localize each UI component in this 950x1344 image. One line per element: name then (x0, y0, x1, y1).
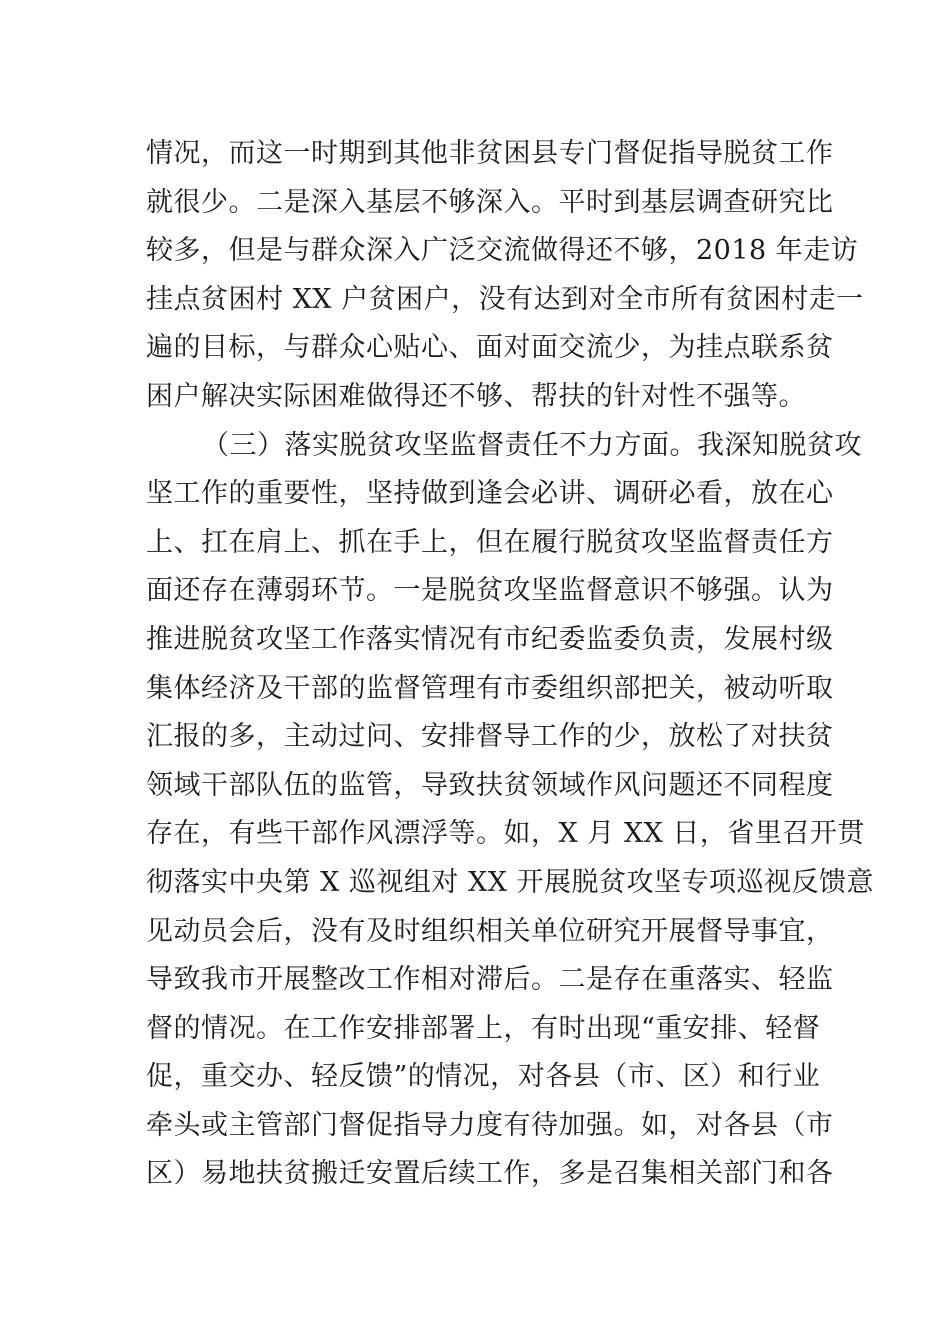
text-line: 见动员会后，没有及时组织相关单位研究开展督导事宜， (146, 915, 834, 947)
text-line: 上、扛在肩上、抓在手上，但在履行脱贫攻坚监督责任方 (146, 526, 834, 558)
text-line: 困户解决实际困难做得还不够、帮扶的针对性不强等。 (146, 380, 806, 412)
text-line: 存在，有些干部作风漂浮等。如，X 月 XX 日，省里召开贯 (146, 818, 865, 850)
text-line: 督的情况。在工作安排部署上，有时出现“重安排、轻督 (146, 1012, 821, 1044)
text-line: 情况，而这一时期到其他非贫困县专门督促指导脱贫工作 (146, 138, 834, 169)
text-line: 集体经济及干部的监督管理有市委组织部把关，被动听取 (146, 672, 834, 704)
text-line: 遍的目标，与群众心贴心、面对面交流少，为挂点联系贫 (146, 332, 834, 364)
text-line: 较多，但是与群众深入广泛交流做得还不够，2018 年走访 (146, 235, 859, 267)
text-line: 牵头或主管部门督促指导力度有待加强。如，对各县（市 (146, 1109, 834, 1141)
section-heading-line: （三）落实脱贫攻坚监督责任不力方面。我深知脱贫攻 (202, 429, 862, 461)
text-line: 汇报的多，主动过问、安排督导工作的少，放松了对扶贫 (146, 721, 834, 753)
text-line: 坚工作的重要性，坚持做到逢会必讲、调研必看，放在心 (146, 478, 834, 510)
text-line: 导致我市开展整改工作相对滞后。二是存在重落实、轻监 (146, 964, 834, 996)
body-text (146, 130, 874, 1199)
text-line: 彻落实中央第 X 巡视组对 XX 开展脱贫攻坚专项巡视反馈意 (146, 866, 874, 898)
text-line: 区）易地扶贫搬迁安置后续工作，多是召集相关部门和各 (146, 1158, 834, 1190)
text-line: 就很少。二是深入基层不够深入。平时到基层调查研究比 (146, 186, 834, 218)
text-line: 促，重交办、轻反馈”的情况，对各县（市、区）和行业 (146, 1061, 821, 1093)
text-line: 推进脱贫攻坚工作落实情况有市纪委监委负责，发展村级 (146, 623, 834, 655)
text-line: 挂点贫困村 XX 户贫困户，没有达到对全市所有贫困村走一 (146, 283, 864, 315)
text-line: 领域干部队伍的监管，导致扶贫领域作风问题还不同程度 (146, 769, 834, 801)
text-line: 面还存在薄弱环节。一是脱贫攻坚监督意识不够强。认为 (146, 575, 834, 607)
